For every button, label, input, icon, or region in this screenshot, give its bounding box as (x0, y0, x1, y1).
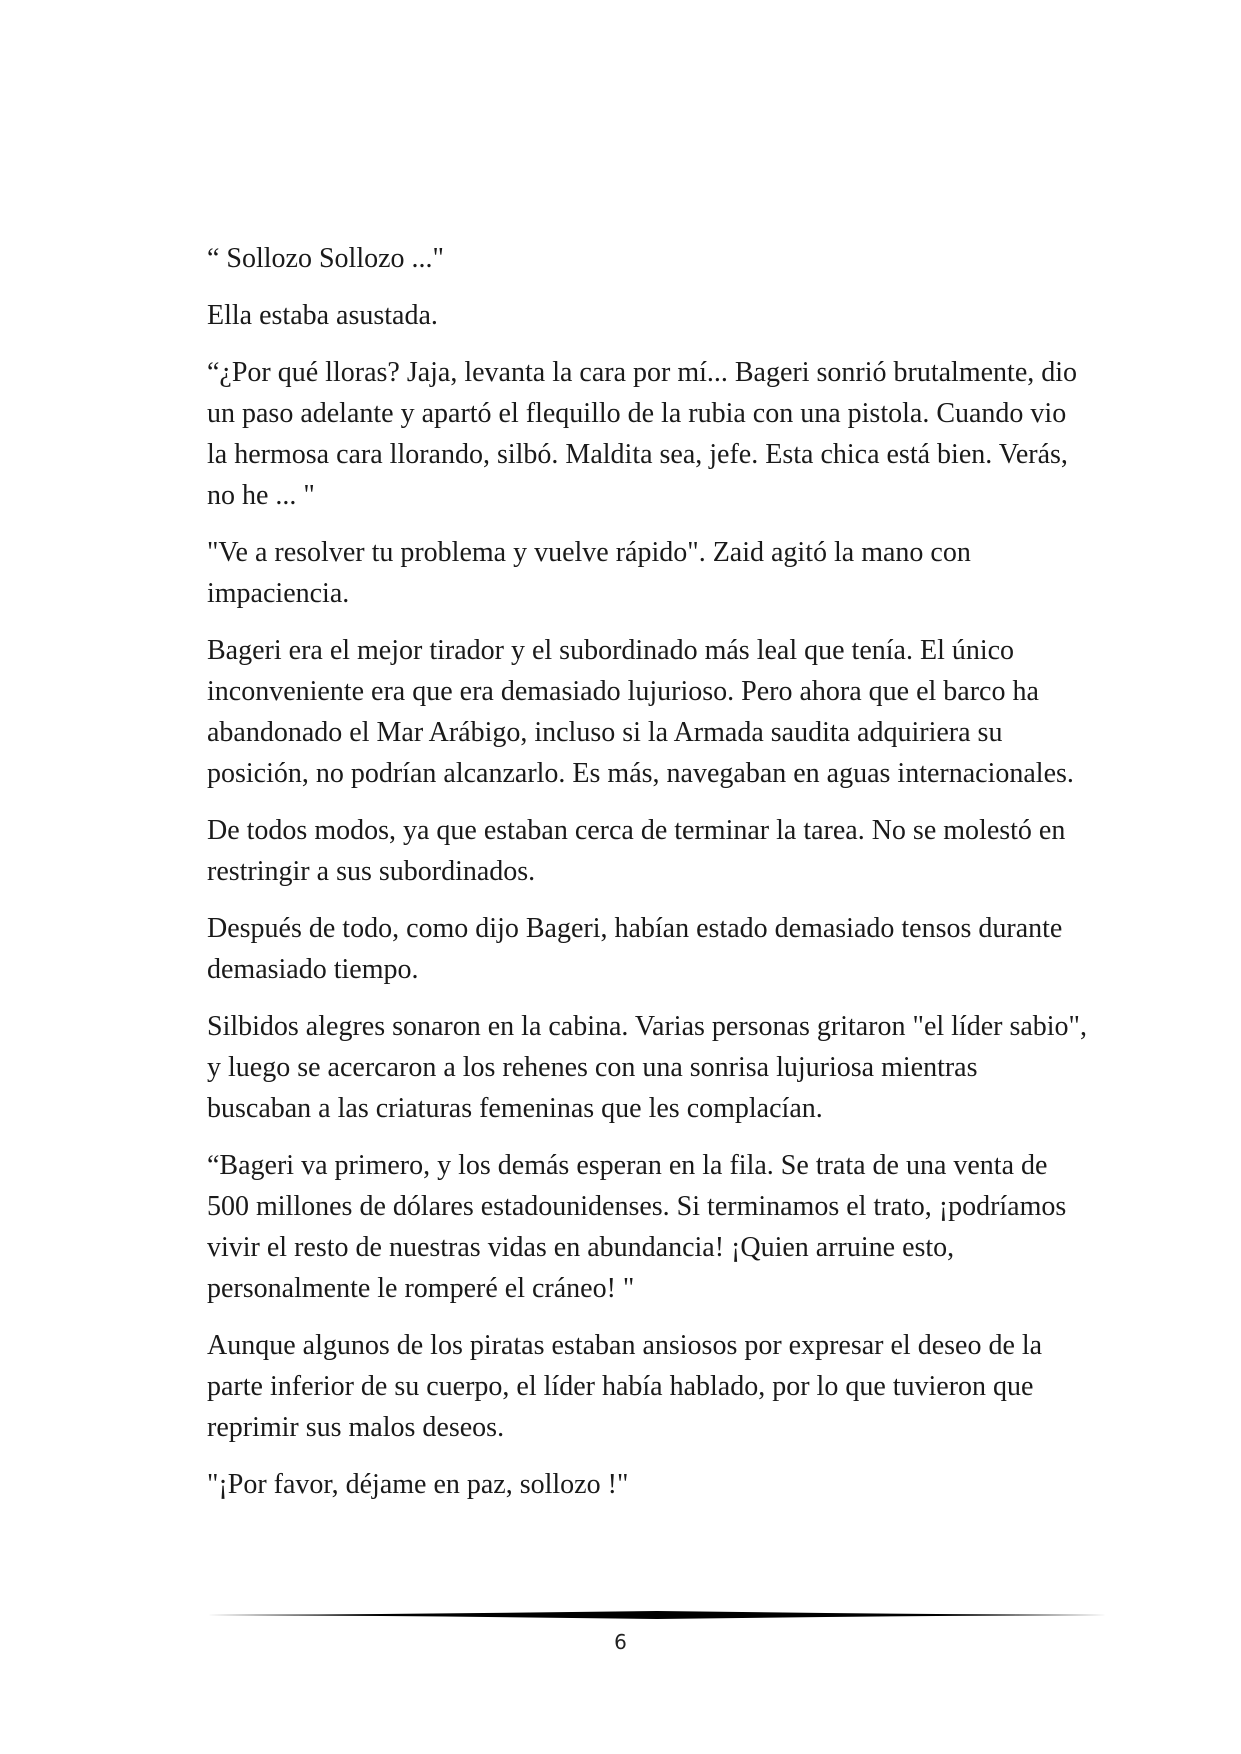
paragraph-3: “¿Por qué lloras? Jaja, levanta la cara por mí... Bageri sonrió brutalmente, dio un paso adelante y apartó el flequillo de la rubia con una pistola. Cuando vio la hermosa cara llorando, silbó. Maldita sea, jefe. Esta chica está bien. Verás, no he ... " (207, 357, 1078, 511)
paragraph-5: Bageri era el mejor tirador y el subordinado más leal que tenía. El único inconveniente era que era demasiado lujurioso. Pero ahora que el barco ha abandonado el Mar Arábigo, incluso si la Armada saudita adquiriera su posición, no podrían alcanzarlo. Es más, navegaban en aguas internacionales. (207, 635, 1074, 789)
paragraph-7: Después de todo, como dijo Bageri, habían estado demasiado tensos durante demasiado tiempo. (207, 913, 1063, 985)
paragraph-6: De todos modos, ya que estaban cerca de terminar la tarea. No se molestó en restringir a sus subordinados. (207, 815, 1066, 887)
paragraph-4: "Ve a resolver tu problema y vuelve rápido". Zaid agitó la mano con impaciencia. (207, 537, 971, 609)
page-body-text (207, 238, 1087, 1521)
paragraph-11: "¡Por favor, déjame en paz, sollozo !" (207, 1469, 629, 1500)
page-number: 6 (614, 1630, 627, 1654)
paragraph-9: “Bageri va primero, y los demás esperan en la fila. Se trata de una venta de 500 millones de dólares estadounidenses. Si terminamos el trato, ¡podríamos vivir el resto de nuestras vidas en abundancia! ¡Quien arruine esto, personalmente le romperé el cráneo! " (207, 1150, 1067, 1304)
paragraph-2: Ella estaba asustada. (207, 300, 438, 331)
paragraph-8: Silbidos alegres sonaron en la cabina. Varias personas gritaron "el líder sabio", y luego se acercaron a los rehenes con una sonrisa lujuriosa mientras buscaban a las criaturas femeninas que les complacían. (207, 1011, 1087, 1124)
footer-divider (207, 1608, 1107, 1622)
paragraph-1: “ Sollozo Sollozo ..." (207, 243, 444, 274)
paragraph-10: Aunque algunos de los piratas estaban ansiosos por expresar el deseo de la parte inferior de su cuerpo, el líder había hablado, por lo que tuvieron que reprimir sus malos deseos. (207, 1330, 1043, 1443)
